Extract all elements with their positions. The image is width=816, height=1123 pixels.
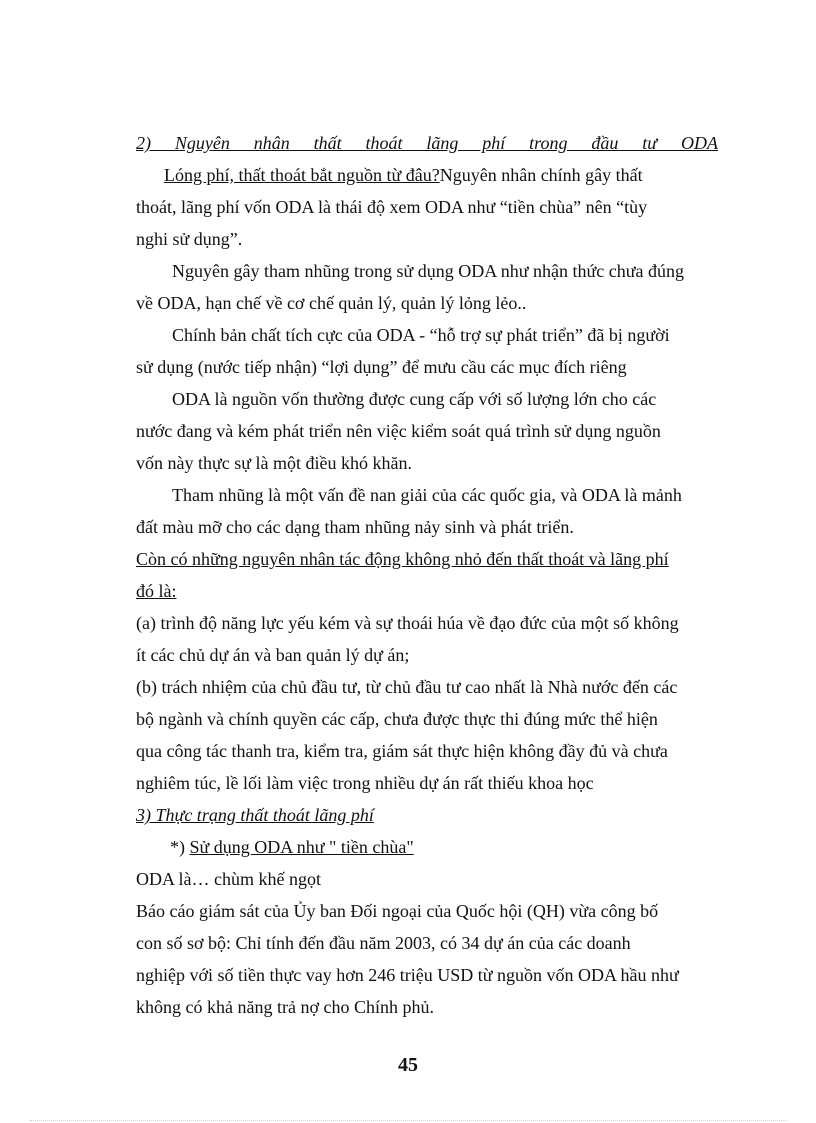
subheading-prefix: *)	[170, 837, 185, 857]
page-body	[136, 127, 718, 1023]
subheading-title: Sử dụng ODA như " tiền chùa"	[189, 837, 414, 857]
paragraph-5-line-2: đất màu mỡ cho các dạng tham nhũng nảy sinh và phát triển.	[136, 517, 574, 537]
paragraph-1-line-1	[136, 159, 718, 191]
subheading-line	[136, 831, 718, 863]
paragraph-1-continuation: Nguyên nhân chính gây thất	[439, 165, 643, 185]
footer-divider	[30, 1120, 786, 1121]
paragraph-4-line-3: vốn này thực sự là một điều khó khăn.	[136, 453, 412, 473]
paragraph-2-line-2: về ODA, hạn chế về cơ chế quản lý, quản lý lỏng lẻo..	[136, 293, 527, 313]
paragraph-1-line-2: thoát, lãng phí vốn ODA là thái độ xem ODA như “tiền chùa” nên “tùy	[136, 197, 648, 217]
paragraph-2-line-1: Nguyên gây tham nhũng trong sử dụng ODA như nhận thức chưa đúng	[172, 261, 684, 281]
list-item-b-line-2: bộ ngành và chính quyền các cấp, chưa được thực thi đúng mức thể hiện	[136, 709, 658, 729]
paragraph-6-line-2-text: đó là:	[136, 581, 177, 601]
paragraph-6-line-1: Còn có những nguyên nhân tác động không nhỏ đến thất thoát và lãng phí	[136, 549, 669, 569]
oda-subtitle: ODA là… chùm khế ngọt	[136, 869, 321, 889]
paragraph-4-line-1: ODA là nguồn vốn thường được cung cấp với số lượng lớn cho các	[172, 389, 657, 409]
paragraph-6-line-2	[136, 575, 718, 607]
paragraph-3-line-2: sử dụng (nước tiếp nhận) “lợi dụng” để mưu cầu các mục đích riêng	[136, 357, 627, 377]
paragraph-1-question: Lóng phí, thất thoát bắt nguồn từ đâu?	[164, 165, 440, 185]
paragraph-7-line-1: Báo cáo giám sát của Ủy ban Đối ngoại của Quốc hội (QH) vừa công bố	[136, 901, 659, 921]
paragraph-1-line-3: nghi sử dụng”.	[136, 229, 243, 249]
paragraph-3-line-1: Chính bản chất tích cực của ODA - “hỗ trợ sự phát triển” đã bị người	[172, 325, 670, 345]
paragraph-7-line-2: con số sơ bộ: Chỉ tính đến đầu năm 2003, có 34 dự án của các doanh	[136, 933, 631, 953]
list-item-b-line-4: nghiêm túc, lề lối làm việc trong nhiều dự án rất thiếu khoa học	[136, 773, 594, 793]
paragraph-7-line-4: không có khả năng trả nợ cho Chính phủ.	[136, 997, 434, 1017]
list-item-a-line-2: ít các chủ dự án và ban quản lý dự án;	[136, 645, 410, 665]
paragraph-5-line-1: Tham nhũng là một vấn đề nan giải của các quốc gia, và ODA là mảnh	[172, 485, 682, 505]
list-item-b-line-1: (b) trách nhiệm của chủ đầu tư, từ chủ đầu tư cao nhất là Nhà nước đến các	[136, 677, 678, 697]
paragraph-4-line-2: nước đang và kém phát triển nên việc kiểm soát quá trình sử dụng nguồn	[136, 421, 661, 441]
paragraph-7-line-3: nghiệp với số tiền thực vay hơn 246 triệu USD từ nguồn vốn ODA hầu như	[136, 965, 679, 985]
section-heading-3: 3) Thực trạng thất thoát lãng phí	[136, 805, 374, 825]
list-item-b-line-3: qua công tác thanh tra, kiểm tra, giám sát thực hiện không đầy đủ và chưa	[136, 741, 668, 761]
list-item-a-line-1: (a) trình độ năng lực yếu kém và sự thoái húa về đạo đức của một số không	[136, 613, 679, 633]
section-heading-2: 2) Nguyên nhân thất thoát lãng phí trong đầu tư ODA	[136, 133, 718, 153]
page-number: 45	[398, 1054, 418, 1076]
